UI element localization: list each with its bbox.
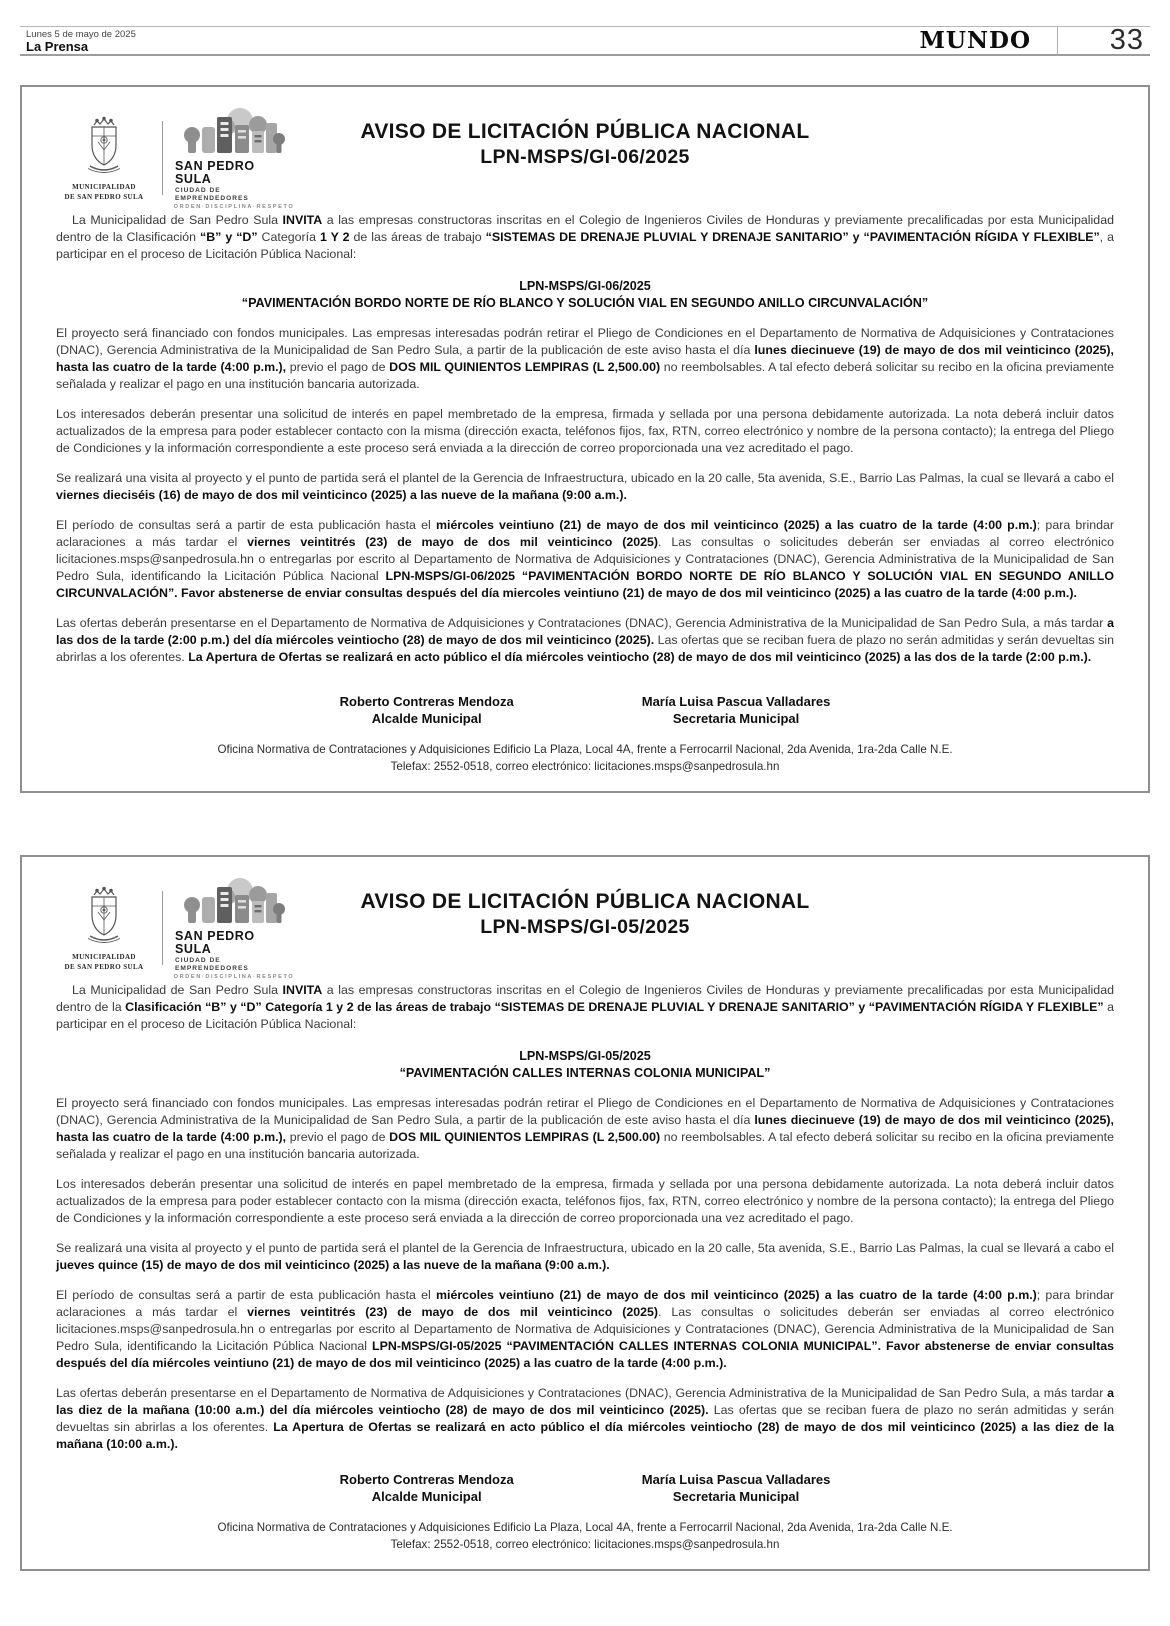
interest-request-paragraph: Los interesados deberán presentar una solicitud de interés en papel membretado de la empresa, firmada y sellada por una persona debidamente autorizada. La nota deberá incluir datos actualizados de la empresa para poder establecer contacto con la misma (dirección exacta, teléfonos fijos, fax, RTN, correo electrónico y nombre de la persona contacto); la entrega del Pliego de Condiciones y la información correspondiente a este proceso será enviada a la dirección de correo proporcionada una vez acreditado el pago. <box>56 1177 1114 1225</box>
city-logo-tagline: CIUDAD DE EMPRENDEDORES <box>175 957 249 972</box>
notice-intro-paragraph: La Municipalidad de San Pedro Sula INVITA a las empresas constructoras inscritas en el Colegio de Ingenieros Civiles de Honduras y previamente precalificadas por esta Municipalidad dentro de la Clasificación “B” y “D” Categoría 1 Y 2 de las áreas de trabajo “SISTEMAS DE DRENAJE PLUVIAL Y DRENAJE SANITARIO” y “PAVIMENTACIÓN RÍGIDA Y FLEXIBLE”, a participar en el proceso de Licitación Pública Nacional: <box>56 213 1114 261</box>
issue-date: Lunes 5 de mayo de 2025 <box>26 28 136 40</box>
licitacion-notice-box <box>20 85 1150 793</box>
city-logo-name: SAN PEDRO SULA <box>175 929 255 956</box>
crest-caption-line2: DE SAN PEDRO SULA <box>64 962 144 971</box>
subject-code: LPN-MSPS/GI-06/2025 <box>519 279 651 293</box>
notices-container <box>20 85 1150 1571</box>
subject-name: “PAVIMENTACIÓN CALLES INTERNAS COLONIA MUNICIPAL” <box>399 1066 771 1080</box>
office-address-line: Oficina Normativa de Contrataciones y Adquisiciones Edificio La Plaza, Local 4A, frente a Ferrocarril Nacional, 2da Avenida, 1ra-2da Calle N.E. <box>217 743 953 756</box>
signature-secretary <box>642 1471 831 1505</box>
subject-code: LPN-MSPS/GI-05/2025 <box>519 1049 651 1063</box>
consultation-period-paragraph: El período de consultas será a partir de esta publicación hasta el miércoles veintiuno (21) de mayo de dos mil veinticinco (2025) a las cuatro de la tarde (4:00 p.m.); para brindar aclaraciones a más tardar el viernes veintitrés (23) de mayo de dos mil veinticinco (2025). Las consultas o solicitudes deberán ser enviadas al correo electrónico licitaciones.msps@sanpedrosula.hn o entregarlas por escrito al Departamento de Normativa de Adquisiciones y Contrataciones (DNAC), Gerencia Administrativa de la Municipalidad de San Pedro Sula, identificando la Licitación Pública Nacional LPN-MSPS/GI-05/2025 “PAVIMENTACIÓN CALLES INTERNAS COLONIA MUNICIPAL”. Favor abstenerse de enviar consultas después del día miércoles veintiuno (21) de mayo de dos mil veinticinco (2025) a las cuatro de la tarde (4:00 p.m.). <box>56 1288 1115 1370</box>
site-visit-paragraph: Se realizará una visita al proyecto y el punto de partida será el plantel de la Gerencia de Infraestructura, ubicado en la 20 calle, 5ta avenida, S.E., Barrio Las Palmas, la cual se llevará a cabo el viernes dieciséis (16) de mayo de dos mil veinticinco (2025) a las nueve de la mañana (9:00 a.m.). <box>56 471 1114 502</box>
city-logo-motto: ORDEN·DISCIPLINA·RESPETO <box>173 974 295 980</box>
notice-subject-block <box>56 1048 1114 1082</box>
city-logo-name: SAN PEDRO SULA <box>175 159 255 186</box>
newspaper-masthead <box>20 26 1150 56</box>
notice-header <box>56 97 1114 210</box>
site-visit-paragraph: Se realizará una visita al proyecto y el punto de partida será el plantel de la Gerencia de Infraestructura, ubicado en la 20 calle, 5ta avenida, S.E., Barrio Las Palmas, la cual se llevará a cabo el jueves quince (15) de mayo de dos mil veinticinco (2025) a las nueve de la mañana (9:00 a.m.). <box>56 1241 1114 1272</box>
office-address-line: Oficina Normativa de Contrataciones y Adquisiciones Edificio La Plaza, Local 4A, frente a Ferrocarril Nacional, 2da Avenida, 1ra-2da Calle N.E. <box>217 1521 953 1534</box>
financing-paragraph: El proyecto será financiado con fondos municipales. Las empresas interesadas podrán retirar el Pliego de Condiciones en el Departamento de Normativa de Adquisiciones y Contrataciones (DNAC), Gerencia Administrativa de la Municipalidad de San Pedro Sula, a partir de la publicación de este aviso hasta el día lunes diecinueve (19) de mayo de dos mil veinticinco (2025), hasta las cuatro de la tarde (4:00 p.m.), previo el pago de DOS MIL QUINIENTOS LEMPIRAS (L 2,500.00) no reembolsables. A tal efecto deberá solicitar su recibo en la oficina previamente señalada y realizar el pago en una institución bancaria autorizada. <box>56 1096 1114 1161</box>
notice-title-line1: AVISO DE LICITACIÓN PÚBLICA NACIONAL <box>360 890 810 913</box>
notice-title-line2: LPN-MSPS/GI-05/2025 <box>480 916 690 938</box>
licitacion-notice-box <box>20 855 1150 1571</box>
notice-intro-paragraph: La Municipalidad de San Pedro Sula INVITA a las empresas constructoras inscritas en el Colegio de Ingenieros Civiles de Honduras y previamente precalificadas por esta Municipalidad dentro de la Clasificación “B” y “D” Categoría 1 y 2 de las áreas de trabajo “SISTEMAS DE DRENAJE PLUVIAL Y DRENAJE SANITARIO” y “PAVIMENTACIÓN RÍGIDA Y FLEXIBLE” a participar en el proceso de Licitación Pública Nacional: <box>56 983 1114 1031</box>
signature-secretary <box>642 693 831 727</box>
signatures-row <box>56 1471 1114 1505</box>
crest-caption-line1: MUNICIPALIDAD <box>72 182 136 191</box>
masthead-left <box>20 27 136 54</box>
section-name: MUNDO <box>919 27 1031 54</box>
crest-caption-line1: MUNICIPALIDAD <box>72 952 136 961</box>
offers-submission-paragraph: Las ofertas deberán presentarse en el Departamento de Normativa de Adquisiciones y Contrataciones (DNAC), Gerencia Administrativa de la Municipalidad de San Pedro Sula, a más tardar a las dos de la tarde (2:00 p.m.) del día miércoles veintiocho (28) de mayo de dos mil veinticinco (2025). Las ofertas que se reciban fuera de plazo no serán admitidas y serán devueltas sin abrirlas a los oferentes. La Apertura de Ofertas se realizará en acto público el día miércoles veintiocho (28) de mayo de dos mil veinticinco (2025) a las dos de la tarde (2:00 p.m.). <box>56 616 1114 664</box>
page-number: 33 <box>1109 24 1144 56</box>
crest-caption-line2: DE SAN PEDRO SULA <box>64 192 144 201</box>
signature-role: Alcalde Municipal <box>371 711 482 726</box>
masthead-right <box>919 24 1150 56</box>
notice-title-line1: AVISO DE LICITACIÓN PÚBLICA NACIONAL <box>360 120 810 143</box>
signature-name: Roberto Contreras Mendoza <box>339 1472 514 1487</box>
office-telefax-line: Telefax: 2552-0518, correo electrónico: licitaciones.msps@sanpedrosula.hn <box>390 1538 780 1551</box>
signature-name: Roberto Contreras Mendoza <box>339 694 514 709</box>
city-logo-tagline: CIUDAD DE EMPRENDEDORES <box>175 187 249 202</box>
signature-name: María Luisa Pascua Valladares <box>641 1472 831 1487</box>
signature-name: María Luisa Pascua Valladares <box>641 694 831 709</box>
interest-request-paragraph: Los interesados deberán presentar una solicitud de interés en papel membretado de la empresa, firmada y sellada por una persona debidamente autorizada. La nota deberá incluir datos actualizados de la empresa para poder establecer contacto con la misma (dirección exacta, teléfonos fijos, fax, RTN, correo electrónico y nombre de la persona contacto); la entrega del Pliego de Condiciones y la información correspondiente a este proceso será enviada a la dirección de correo proporcionada una vez acreditado el pago. <box>56 407 1114 455</box>
office-telefax-line: Telefax: 2552-0518, correo electrónico: licitaciones.msps@sanpedrosula.hn <box>390 760 780 773</box>
publication-name: La Prensa <box>26 38 89 54</box>
city-logo-motto: ORDEN·DISCIPLINA·RESPETO <box>173 204 295 210</box>
signature-mayor <box>340 1471 514 1505</box>
consultation-period-paragraph: El período de consultas será a partir de esta publicación hasta el miércoles veintiuno (21) de mayo de dos mil veinticinco (2025) a las cuatro de la tarde (4:00 p.m.); para brindar aclaraciones a más tardar el viernes veintitrés (23) de mayo de dos mil veinticinco (2025). Las consultas o solicitudes deberán ser enviadas al correo electrónico licitaciones.msps@sanpedrosula.hn o entregarlas por escrito al Departamento de Normativa de Adquisiciones y Contrataciones (DNAC), Gerencia Administrativa de la Municipalidad de San Pedro Sula, identificando la Licitación Pública Nacional LPN-MSPS/GI-06/2025 “PAVIMENTACIÓN BORDO NORTE DE RÍO BLANCO Y SOLUCIÓN VIAL EN SEGUNDO ANILLO CIRCUNVALACIÓN”. Favor abstenerse de enviar consultas después del día miercoles veintiuno (21) de mayo de dos mil veinticinco (2025) a las cuatro de la tarde (4:00 p.m.). <box>56 518 1115 600</box>
financing-paragraph: El proyecto será financiado con fondos municipales. Las empresas interesadas podrán retirar el Pliego de Condiciones en el Departamento de Normativa de Adquisiciones y Contrataciones (DNAC), Gerencia Administrativa de la Municipalidad de San Pedro Sula, a partir de la publicación de este aviso hasta el día lunes diecinueve (19) de mayo de dos mil veinticinco (2025), hasta las cuatro de la tarde (4:00 p.m.), previo el pago de DOS MIL QUINIENTOS LEMPIRAS (L 2,500.00) no reembolsables. A tal efecto deberá solicitar su recibo en la oficina previamente señalada y realizar el pago en una institución bancaria autorizada. <box>56 326 1114 391</box>
signature-footer-block <box>56 675 1114 775</box>
subject-name: “PAVIMENTACIÓN BORDO NORTE DE RÍO BLANCO Y SOLUCIÓN VIAL EN SEGUNDO ANILLO CIRCUNVALACIÓN” <box>241 296 929 310</box>
office-contact-footer <box>56 1519 1114 1553</box>
signatures-row <box>56 693 1114 727</box>
signature-role: Secretaria Municipal <box>672 711 800 726</box>
offers-submission-paragraph: Las ofertas deberán presentarse en el Departamento de Normativa de Adquisiciones y Contrataciones (DNAC), Gerencia Administrativa de la Municipalidad de San Pedro Sula, a más tardar a las diez de la mañana (10:00 a.m.) del día miércoles veintiocho (28) de mayo de dos mil veinticinco (2025). Las ofertas que se reciban fuera de plazo no serán admitidas y serán devueltas sin abrirlas a los oferentes. La Apertura de Ofertas se realizará en acto público el día miércoles veintiocho (28) de mayo de dos mil veinticinco (2025) a las diez de la mañana (10:00 a.m.). <box>56 1386 1114 1451</box>
notice-header <box>56 867 1114 980</box>
signature-role: Alcalde Municipal <box>371 1489 482 1504</box>
signature-footer-block <box>56 1453 1114 1553</box>
notice-title-block <box>56 889 1114 940</box>
signature-role: Secretaria Municipal <box>672 1489 800 1504</box>
notice-subject-block <box>56 278 1114 312</box>
notice-title-block <box>56 119 1114 170</box>
signature-mayor <box>340 693 514 727</box>
notice-title-line2: LPN-MSPS/GI-06/2025 <box>480 146 690 168</box>
office-contact-footer <box>56 741 1114 775</box>
